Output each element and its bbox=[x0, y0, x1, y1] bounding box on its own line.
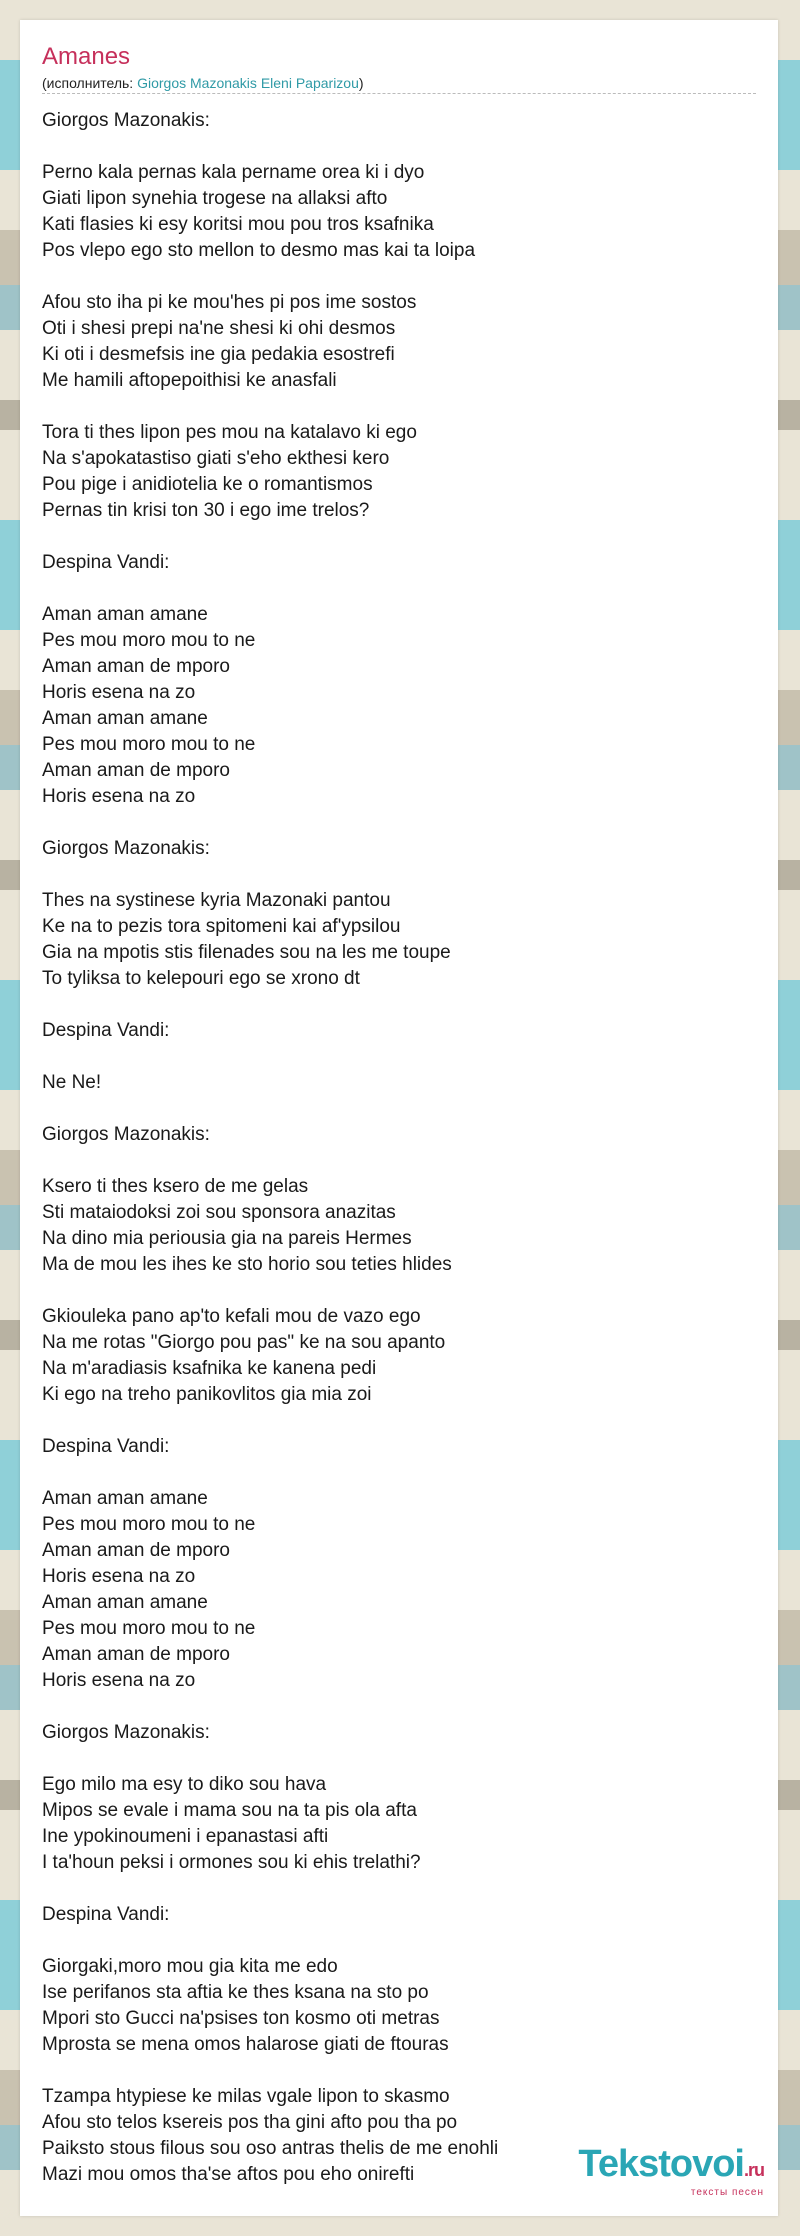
lyric-line: Gkiouleka pano ap'to kefali mou de vazo ego bbox=[42, 1306, 421, 1327]
lyric-line: Aman aman de mporo bbox=[42, 1644, 230, 1665]
lyric-line: Afou sto telos ksereis pos tha gini afto pou tha po bbox=[42, 2112, 458, 2133]
lyric-line: Thes na systinese kyria Mazonaki pantou bbox=[42, 890, 391, 911]
lyric-line: Aman aman amane bbox=[42, 604, 208, 625]
lyric-line: Afou sto iha pi ke mou'hes pi pos ime sostos bbox=[42, 292, 417, 313]
lyric-line: Ise perifanos sta aftia ke thes ksana na sto po bbox=[42, 1982, 429, 2003]
lyric-line bbox=[42, 2058, 756, 2084]
performer-suffix: ) bbox=[358, 75, 364, 91]
lyric-line bbox=[42, 134, 756, 160]
lyric-line: Pes mou moro mou to ne bbox=[42, 630, 256, 651]
logo-wordmark bbox=[578, 2145, 764, 2189]
song-title: Amanes bbox=[42, 43, 131, 70]
lyric-line: I ta'houn peksi i ormones sou ki ehis trelathi? bbox=[42, 1852, 421, 1873]
lyric-line: Tora ti thes lipon pes mou na katalavo ki ego bbox=[42, 422, 417, 443]
lyric-line: Giorgaki,moro mou gia kita me edo bbox=[42, 1956, 338, 1977]
lyric-line bbox=[42, 1694, 756, 1720]
lyric-line: Mipos se evale i mama sou na ta pis ola afta bbox=[42, 1800, 417, 1821]
lyric-line bbox=[42, 862, 756, 888]
lyric-line: Giati lipon synehia trogese na allaksi afto bbox=[42, 188, 388, 209]
site-logo[interactable] bbox=[578, 2145, 764, 2198]
lyric-line: Sti mataiodoksi zoi sou sponsora anazitas bbox=[42, 1202, 396, 1223]
lyrics-card bbox=[20, 20, 778, 2216]
lyric-line bbox=[42, 1148, 756, 1174]
lyric-line: Na me rotas "Giorgo pou pas" ke na sou apanto bbox=[42, 1332, 446, 1353]
lyric-line: Ke na to pezis tora spitomeni kai af'ypsilou bbox=[42, 916, 401, 937]
lyric-line: Pes mou moro mou to ne bbox=[42, 1618, 256, 1639]
lyric-line: Ego milo ma esy to diko sou hava bbox=[42, 1774, 327, 1795]
lyric-line: Na m'aradiasis ksafnika ke kanena pedi bbox=[42, 1358, 377, 1379]
lyric-line: Ki oti i desmefsis ine gia pedakia esostrefi bbox=[42, 344, 395, 365]
lyric-line bbox=[42, 1408, 756, 1434]
lyric-line: Aman aman de mporo bbox=[42, 760, 230, 781]
lyric-line: Horis esena na zo bbox=[42, 682, 196, 703]
lyric-line: Mpori sto Gucci na'psises ton kosmo oti metras bbox=[42, 2008, 440, 2029]
lyric-line: Pernas tin krisi ton 30 i ego ime trelos? bbox=[42, 500, 370, 521]
lyric-line: Giorgos Mazonakis: bbox=[42, 838, 210, 859]
lyric-line: Pou pige i anidiotelia ke o romantismos bbox=[42, 474, 373, 495]
lyric-line bbox=[42, 1096, 756, 1122]
lyric-line: Despina Vandi: bbox=[42, 552, 170, 573]
lyric-line: Gia na mpotis stis filenades sou na les me toupe bbox=[42, 942, 451, 963]
lyric-line: Aman aman amane bbox=[42, 1488, 208, 1509]
lyric-line: Horis esena na zo bbox=[42, 1670, 196, 1691]
lyric-line: Ksero ti thes ksero de me gelas bbox=[42, 1176, 309, 1197]
lyric-line: Giorgos Mazonakis: bbox=[42, 110, 210, 131]
lyric-line: Aman aman de mporo bbox=[42, 1540, 230, 1561]
lyric-line: Ne Ne! bbox=[42, 1072, 102, 1093]
lyric-line: Aman aman amane bbox=[42, 1592, 208, 1613]
lyric-line: Oti i shesi prepi na'ne shesi ki ohi desmos bbox=[42, 318, 396, 339]
lyric-line: Tzampa htypiese ke milas vgale lipon to skasmo bbox=[42, 2086, 450, 2107]
lyric-line: Paiksto stous filous sou oso antras thelis de me enohli bbox=[42, 2138, 499, 2159]
logo-tagline: тексты песен bbox=[690, 2187, 764, 2198]
lyric-line: To tyliksa to kelepouri ego se xrono dt bbox=[42, 968, 360, 989]
lyric-line: Pes mou moro mou to ne bbox=[42, 734, 256, 755]
lyric-line: Horis esena na zo bbox=[42, 1566, 196, 1587]
lyric-line: Horis esena na zo bbox=[42, 786, 196, 807]
lyric-line bbox=[42, 1876, 756, 1902]
lyric-line: Despina Vandi: bbox=[42, 1904, 170, 1925]
lyric-line bbox=[42, 1460, 756, 1486]
lyric-line bbox=[42, 1928, 756, 1954]
lyric-line: Ine ypokinoumeni i epanastasi afti bbox=[42, 1826, 329, 1847]
lyrics-text bbox=[42, 108, 756, 2188]
performer-link-mazonakis[interactable]: Giorgos Mazonakis bbox=[137, 75, 257, 91]
lyric-line bbox=[42, 394, 756, 420]
lyric-line: Me hamili aftopepoithisi ke anasfali bbox=[42, 370, 337, 391]
lyric-line: Kati flasies ki esy koritsi mou pou tros ksafnika bbox=[42, 214, 434, 235]
lyric-line bbox=[42, 1746, 756, 1772]
logo-tld: .ru bbox=[743, 2160, 764, 2180]
lyric-line bbox=[42, 1044, 756, 1070]
lyric-line: Despina Vandi: bbox=[42, 1436, 170, 1457]
lyric-line bbox=[42, 1278, 756, 1304]
lyric-line: Despina Vandi: bbox=[42, 1020, 170, 1041]
lyric-line bbox=[42, 524, 756, 550]
lyric-line: Pes mou moro mou to ne bbox=[42, 1514, 256, 1535]
performer-line bbox=[42, 74, 756, 94]
lyric-line: Giorgos Mazonakis: bbox=[42, 1722, 210, 1743]
lyric-line: Giorgos Mazonakis: bbox=[42, 1124, 210, 1145]
lyric-line: Aman aman amane bbox=[42, 708, 208, 729]
lyric-line bbox=[42, 576, 756, 602]
logo-name: Tekstovoi bbox=[578, 2143, 744, 2185]
lyric-line: Na dino mia periousia gia na pareis Hermes bbox=[42, 1228, 412, 1249]
lyric-line: Mazi mou omos tha'se aftos pou eho onirefti bbox=[42, 2164, 415, 2185]
lyric-line: Mprosta se mena omos halarose giati de ftouras bbox=[42, 2034, 449, 2055]
lyric-line bbox=[42, 810, 756, 836]
lyric-line: Aman aman de mporo bbox=[42, 656, 230, 677]
lyric-line: Pos vlepo ego sto mellon to desmo mas kai ta loipa bbox=[42, 240, 476, 261]
performer-link-paparizou[interactable]: Eleni Paparizou bbox=[260, 75, 359, 91]
performer-prefix: (исполнитель: bbox=[42, 75, 138, 91]
lyric-line: Ma de mou les ihes ke sto horio sou teties hlides bbox=[42, 1254, 452, 1275]
lyric-line: Ki ego na treho panikovlitos gia mia zoi bbox=[42, 1384, 372, 1405]
lyric-line bbox=[42, 992, 756, 1018]
lyric-line: Perno kala pernas kala pername orea ki i dyo bbox=[42, 162, 425, 183]
lyric-line bbox=[42, 264, 756, 290]
lyric-line: Na s'apokatastiso giati s'eho ekthesi kero bbox=[42, 448, 390, 469]
